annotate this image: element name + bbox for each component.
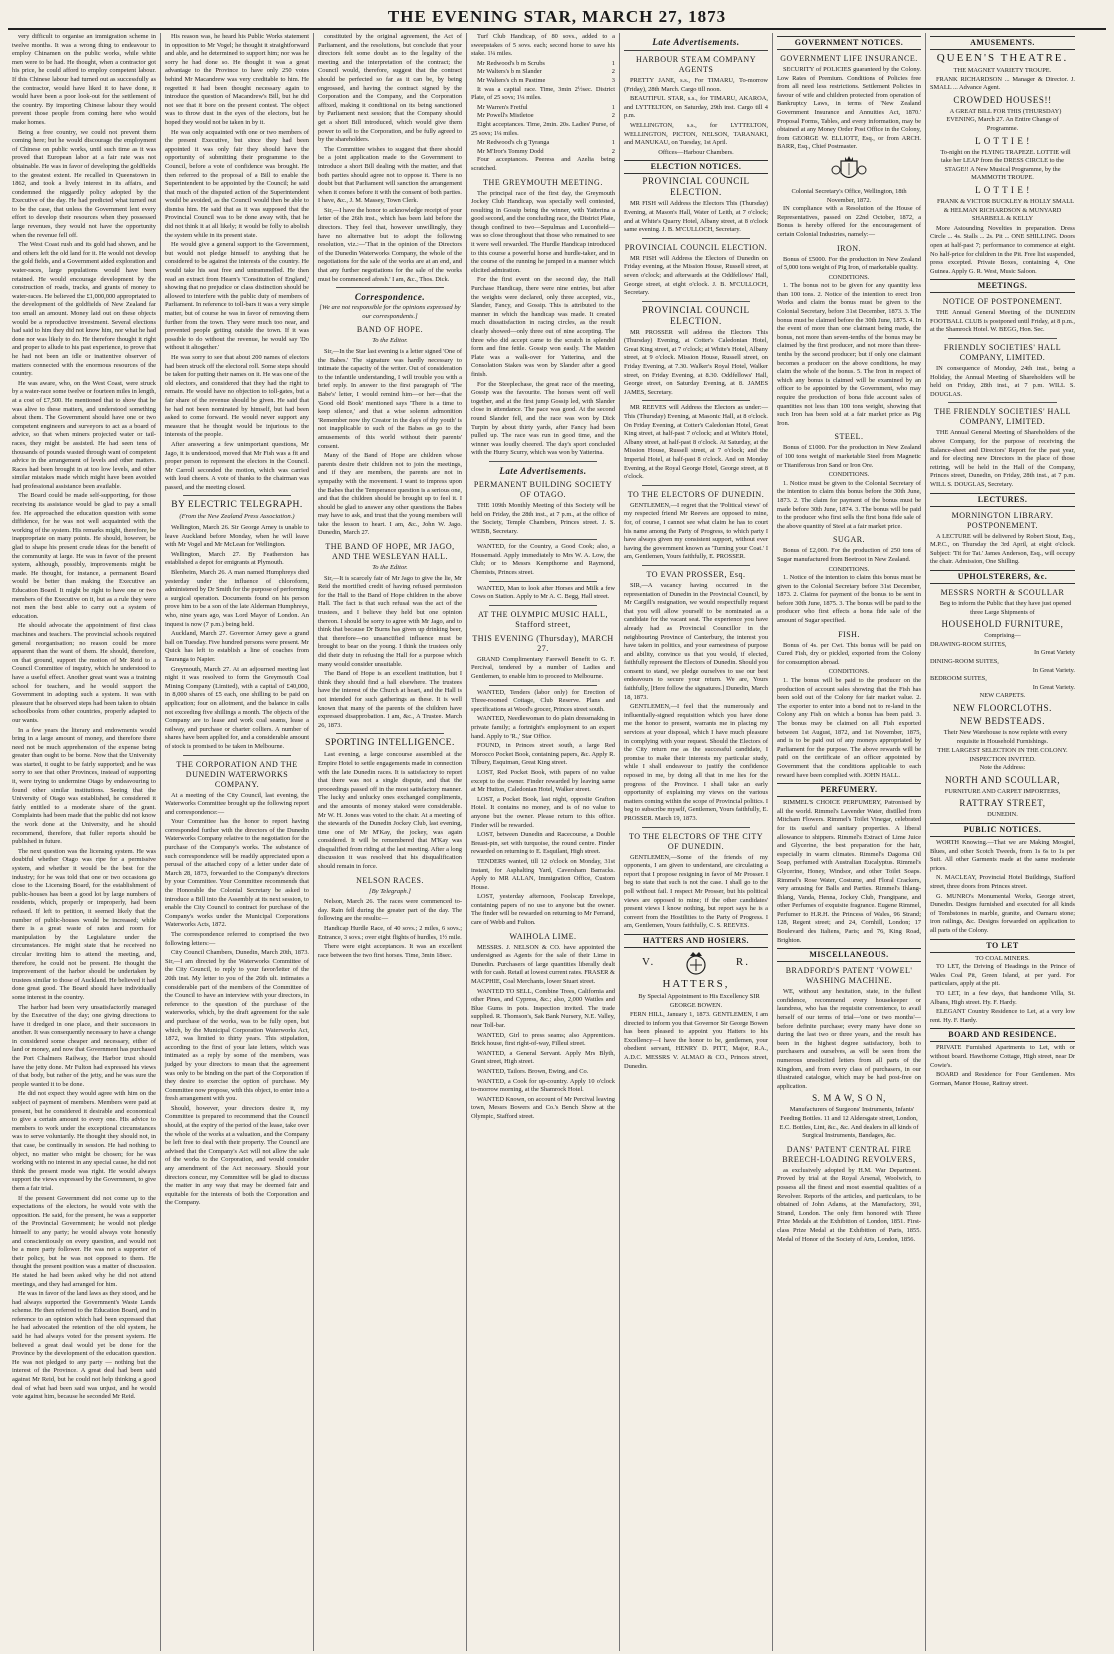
royal-cipher-v: V.: [642, 956, 656, 969]
article-paragraph: At a meeting of the City Council, last evening, the Waterworks Committee brought up the following report and correspondence:—: [165, 791, 309, 816]
ad-title: MESSRS NORTH & SCOULLAR: [940, 587, 1065, 597]
article-paragraph: His reason was, he heard his Public Works statement in opposition to Mr Vogel; he thought it straightforward and able, and he determined to support him; nor was he sorry he had done so. He thought it was a great advantage to the Province to have only 250 votes behind Mr Macandrew was very creditable to him. He regretted it had been thought necessary again to introduce the question of Macandrew's Bill, but he did not see that it bore on the present contest. The object was to throw dust in the eyes of the electors, but he hoped they would not be taken in by it.: [165, 33, 309, 126]
notice-paragraph: Bonus of £5000. For the production in New Zealand of 5,000 tons weight of Pig Iron, of marketable quality.: [777, 255, 921, 272]
ad-title: HATTERS,: [662, 977, 730, 990]
horse-name: Mr Powell's Mistletoe: [477, 112, 534, 120]
notice-paragraph: 1. The bonus not to be given for any quantity less than 100 tons. 2. Notice of the intention to erect Iron Works and claim the bonus must be given to the Colonial Secretary, before 31st December, 1873. 3. The bonus must be claimed before the 30th June, 1875. 4. In the event of more than one claimant being made, the bonus, not more than seven-tenths of the bonus may be claimed by the first producer, and not more than three-tenths by the second producer; but if only one claimant becomes a producer on the above conditions, he may claim the whole of the bonus. 5. The Iron in respect of which any bonus is claimed will be examined by an officer to be appointed by the Government, who may require the production of bona fide account sales of quantities not less than 100 tons weight, showing that such Iron has been sold at a fair market price as Pig Iron.: [777, 282, 921, 427]
notice-title: FISH.: [838, 629, 860, 639]
section-heading: SPORTING INTELLIGENCE.: [325, 738, 455, 749]
advertisement: GENTLEMEN,—I feel that the numerously and influentially-signed requisition which you have done me the honor to present, warrants me in placing my services at your disposal, which I have much pleasure in complying with your request. Should the Electors of the City return me as the successful candidate, I promise to make their interests my particular study, while I shall endeavour to justify the confidence reposed in me, by doing all that in me lies for the progress of the Province. I shall take an early opportunity of explaining my views on the various matters coming within the scope of Provincial politics. I beg to subscribe myself, Gentlemen, Yours faithfully, E. PROSSER. March 19, 1873.: [624, 703, 768, 822]
conditions-heading: CONDITIONS.: [828, 565, 870, 573]
horse-name: Mr M'Iror's Tommy Dodd: [477, 147, 544, 155]
advertisement: LOST, Red Pocket Book, with papers of no value except to the owner. Finder rewarded by leaving same at Mr Hutton, Caledonian Hotel, Walker street.: [471, 768, 615, 794]
advertisement: THE Annual General Meeting of the DUNEDIN FOOTBALL CLUB is postponed until Friday, at 8 p.m., at the Shamrock Hotel. W. BEGG, Hon. Sec.: [930, 309, 1075, 334]
advertisement: GENTLEMEN,—I regret that the 'Political views' of my respected friend Mr Reeves are opposed to mine, for, of course, I cannot see what claim he has to court his name among the Party of Progress, to which party I have always given my consistent support, without ever having the government known as 'Turning your Coat.' I am, Gentlemen, Yours faithfully, E. PROSSER.: [624, 501, 768, 561]
article-paragraph: Handicap Hurdle Race, of 40 sovs.; 2 miles, 6 sovs.; Entrance, 3 sovs.; over eight flights of hurdles, 1½ mile.: [318, 925, 462, 941]
ad-title: PERMANENT BUILDING SOCIETY OF OTAGO.: [473, 479, 613, 499]
article-paragraph: The Board could be made self-supporting, for those receiving its assistance would be glad to pay a small fee. He approached the education question with some diffidence, for he was not well acquainted with the working of the system. His remarks might, therefore, be inappropriate on many points. He should, however, be glad to shape his present crude ideas for the benefit of the community at large. He was in favor of the present system, although, possibly, improvements might be made. He thought, for instance, a permanent Board would be better than making the Executive an Education Board. It might be right to have one or two members of the Executive on it, but as a rule they were not men the best able to carry out a system of education.: [12, 492, 156, 620]
notice-title: IRON.: [836, 243, 862, 253]
ad-line: INSPECTION INVITED.: [969, 755, 1036, 763]
race-placing-row: [471, 104, 615, 113]
race-placing-row: [471, 60, 615, 69]
ad-title: PROVINCIAL COUNCIL ELECTION.: [642, 176, 750, 198]
advertisement: TO LET, in a few days, that handsome Villa, St. Albans, High street. Hy. F. Hardy.: [930, 989, 1075, 1006]
section-heading: MEETINGS.: [930, 279, 1075, 293]
advertisement: WANTED, Tailors. Brown, Ewing, and Co.: [477, 1067, 589, 1075]
ad-line: DINING-ROOM SUITES,: [930, 657, 999, 665]
notice-title: SUGAR.: [832, 535, 866, 545]
article-paragraph: He did not expect they would agree with him on the subject of payment of members. Members were paid at present, but he considered it desirable and economical to give a certain amount to every one. His advice to members to work under the exceptional circumstances was to serve voluntarily. He thought they should not, in that case, be continually in session. He had nothing to object, no matter who might be chosen; for he was working with no interest in any special cause, he did not think the present mode was right. He would always support the views expressed by the Government, to give them a fair trial.: [12, 1090, 156, 1192]
race-placing-row: [471, 148, 615, 157]
column-2: [161, 33, 314, 1651]
advertisement: RIMMEL'S CHOICE PERFUMERY, Patronised by all the world. Rimmel's Lavender Water, distilled from Mitcham Flowers. Rimmel's Toilet Vinegar, celebrated for its useful and sanitary properties. A liberal allowance to shippers. Rimmel's Extract of Lime Juice and Glycerine, the best preparation for the hair, especially in warm climates. Rimmel's Dagoma Oil Soap, perfumed with Australian Eucalyptus. Rimmel's Glycerine, Honey, Windsor, and other Toilet Soaps. Rimmel's Rose Water, Costume, and Floral Crackers, very amusing for Balls and Parties. Rimmel's Ihlang-Ihlang, Vanda, Henna, Jockey Club, Frangipane, and other Perfumes of exquisite fragrance. Eugene Rimmel, Perfumer to H.R.H. the Princess of Wales, 96 Strand; 128, Regent street; and 24, Cornhill, London; 17 Boulevard des Italiens, Paris; and 76, King Road, Brighton.: [777, 799, 921, 944]
advertisement: TENDERS wanted, till 12 o'clock on Monday, 31st instant, for Asphalting Yard, Caversham Barracks. Apply to MR ALLAN, Immigration Office, Custom House.: [471, 857, 615, 891]
article-paragraph: Should, however, your directors desire it, my Committee is prepared to recommend that the Council should, at the expiry of the period of the lease, take over the whole of the works at a valuation, and the Company be left free to deal with their property. The Council are advised that the Company's Act will not allow the sale of the works to the Corporation, and would consider any amendment of the Act necessary. Should your directors concur, my Committee will be glad to discuss the matter in any way that may be deemed fair and equitable for the interests of both the Corporation and the Company.: [165, 1104, 309, 1207]
ad-title: DANS' PATENT CENTRAL FIRE BREECH-LOADING REVOLVERS,: [782, 1144, 916, 1164]
letter-paragraph: Sir,—It is scarcely fair of Mr Jago to give the lie, Mr Reid the mortified credit of having refused permission for the Hall to the Band of Hope children in the above Hall. The fact is that such refusal was the act of the trustees, and I believe they held but one opinion thereon. I should be sorry to agree with Mr Jago, and to think that because Dr Burns has given up drinking beer, that therefore—no unsanctified influence must be brought to bear on the young. I think the trustees only did their duty in refusing the Hall for a purpose which many would consider unsuitable.: [318, 574, 462, 668]
columns: [8, 33, 1106, 1651]
advertisement: SECURITY of POLICIES guaranteed by the Colony. Low Rates of Premium. Conditions of Policies free from all need less restrictions. Settlement Policies in favour of wife and children protected from operation of Bankruptcy Laws, in terms of 'New Zealand Government Insurance and Annuities Act, 1870.' Proposal Forms, Tables, and every information, may be obtained at any Money Order Post Office in the Colony, from GEORGE W. ELLIOTT, Esq., or from ARCH. BARR, Esq., Chief Postmaster.: [777, 66, 921, 151]
subsection-subtitle: [By Telegraph.]: [369, 887, 411, 895]
ad-line: NEW BEDSTEADS.: [959, 715, 1046, 726]
article-paragraph: The principal race of the first day, the Greymouth Jockey Club Handicap, was specially well contested, resulting in Gossip being the winner, with Yatterina a good second, and the concluding race, the District Plate, though confined to two—Sepulmas and Luconfield—was so close throughout that those who remained to see it were well rewarded. The Hurdle Handicap introduced to this course a powerful horse and hurdle-taker, and in the course of the running he jumped in a manner which elicited admiration.: [471, 189, 615, 274]
advertisement: MR FISH will Address the Electors This (Thursday) Evening, at Mason's Hall, Water of Leith, at 7 o'clock; and at White's Quarry Hotel, Albany street, at 8 o'clock same evening. J. B. M'CULLOCH, Secretary.: [624, 200, 768, 234]
advertisement: A LECTURE will be delivered by Robert Stout, Esq., M.P.C., on Thursday the 3rd April, at eight o'clock. Subject: 'Tit for Tat.' James Anderson, Esq., will occupy the chair. Admission, One Shilling.: [930, 532, 1075, 566]
advertisement: MR REEVES will Address the Electors as under:— This (Thursday) Evening, at Masonic Hall, at 8 o'clock. On Friday Evening, at Cotter's Caledonian Hotel, Great King street, at half-past 7 o'clock; and at White's Hotel, Albany street, at half-past 8 o'clock. At Saturday, at the Mission House, Russell street, at 7 o'clock; and the Imperial Hotel, at half-past 8 o'clock. And on Monday Evening, at the Royal George Hotel, George street, at 8 o'clock.: [624, 404, 768, 481]
race-placings: [471, 60, 615, 86]
ad-title: WAIHOLA LIME.: [509, 931, 577, 941]
placing: 1: [611, 59, 615, 67]
ad-title: TO THE ELECTORS OF THE CITY OF DUNEDIN.: [628, 831, 764, 851]
ad-subtitle: THE MAGNET VARIETY TROUPE.: [953, 67, 1052, 74]
advertisement: WANTED, a General Servant. Apply Mrs Blyth, Grant street, High street.: [471, 1049, 615, 1066]
letter-paragraph: The Band of Hope is an excellent institution, but I think they should find a hall elsewhere. The trustees have the interest of the Church at heart, and the Hall is not intended for such gatherings as these. It is well known that many of the parents of the children have expressed disapprobation. I am, &c., A Trustee. March 26, 1873.: [318, 670, 462, 729]
section-heading: MISCELLANEOUS.: [777, 948, 921, 962]
article-paragraph: Being a free country, we could not prevent them coming here; but he would discourage the employment of Chinese on public works, until such time as it was proved that European labor at a fair rate was not obtainable. He was in favor of developing the goldfields to the greatest extent. He recalled in Queenstown in 1862, and took a lively interest in its affairs, and condemned the niggardly policy adopted by the Executive of the day. He had predicted what turned out to be the case, that unless the Government lent every effort to develop their resources when they possessed large revenues, they would not have the opportunity when the revenue fell off.: [12, 128, 156, 239]
coat-of-arms-icon: [829, 155, 869, 185]
advertisement: MESSRS. J. NELSON & CO. have appointed the undersigned as Agents for the sale of their Lime in Dunedin. Purchasers of large quantities liberally dealt with for cash. Retail at lowest current rates. FRASER & MACPHIE, Coal Merchants, lower Stuart street.: [471, 943, 615, 986]
late-ads-heading: Late Advertisements.: [499, 465, 587, 476]
notice-origin: Colonial Secretary's Office, Wellington, 18th November, 1872.: [791, 187, 907, 204]
editorial-note: [We are not responsible for the opinions expressed by our correspondents.]: [319, 304, 461, 320]
ad-title: GOVERNMENT LIFE INSURANCE.: [780, 54, 918, 63]
column-1: [8, 33, 161, 1651]
conditions-heading: CONDITIONS.: [828, 273, 870, 281]
advertisement: GRAND Complimentary Farewell Benefit to G. F. Percival, tendered by a number of Ladies and Gentlemen, to enable him to proceed to Melbourne.: [471, 655, 615, 681]
advertisement: N. MACLEAY, Provincial Hotel Buildings, Stafford street, three doors from Princes street.: [930, 874, 1075, 891]
ad-line: DUNEDIN.: [987, 811, 1018, 819]
race-result: Turf Club Handicap, of 80 sovs., added to a sweepstakes of 5 sovs. each; second horse to save his stake. 1¼ miles.: [471, 33, 615, 58]
notice-title: STEEL.: [834, 432, 864, 442]
ad-title: THE FRIENDLY SOCIETIES' HALL COMPANY, LIMITED.: [934, 407, 1071, 427]
advertisement: G. MUNRO's Monumental Works, George street, Dunedin. Designs furnished and executed for all kinds of Tombstones in marble, granite, and Oamaru stone; iron railings, &c. Designs forwarded on application to all parts of the Colony.: [930, 892, 1075, 934]
article-paragraph: Nelson, March 26. The races were commenced to-day. Rain fell during the greater part of the day. The following are the results:—: [318, 898, 462, 923]
article-paragraph: The correspondence referred to comprised the two following letters:—: [165, 931, 309, 947]
ad-line: Note the Address:: [979, 764, 1026, 772]
news-item: Blenheim, March 26. A man named Humphreys died yesterday under the influence of chloroform, administered by Dr Smith for the purpose of performing a surgical operation. Documents found on his person prove him to be a son of the late Alderman Humphreys, who, nine years ago, was Lord Mayor of London. An inquest is now (7 p.m.) being held.: [165, 569, 309, 628]
placing: 2: [611, 68, 615, 76]
advertisement: PRIVATE Furnished Apartments to Let, with or without board. Hawthorne Cottage, High street, near Dr Cowie's.: [930, 1044, 1075, 1069]
article-paragraph: He was in favor of the land laws as they stood, and he had always supported the Government's Waste Lands scheme. He then referred to the Education Board, and in reference to an opinion which had been expressed that he had advocated the retention of the old system, he said he had always voted for the present system. He believed a great deal would yet be done for the Province by the development of the education question. He was not pledged to any party — nothing but the interest of the Province. A great deal had been said against Mr Reid, but he could not help thinking a good deal of what had been said was unjust, and he would vote against him, because he seconded Mr Reid.: [12, 1290, 156, 1401]
ad-title: CROWDED HOUSES!!: [953, 94, 1052, 105]
section-heading: LECTURES.: [930, 493, 1075, 507]
race-result: It was a capital race. Time, 3min 2½sec. District Plate, of 25 sovs; 1¼ miles.: [471, 85, 615, 102]
ad-title: TO COAL MINERS.: [975, 954, 1030, 962]
notice-paragraph: 1. The bonus will be paid to the producer on the production of account sales showing that the Fish has been sold out of the Colony for fair market value. 2. The exporter to enter into a bond not to re-land in the Colony any Fish on which a bonus has been paid. 3. The bonus may be claimed on all Fish exported between 1st August, 1872, and 1st November, 1875, and is to be paid out of any moneys appropriated by Parliament for the purpose. The above rewards will be paid on the certificate of an officer appointed by Government that the conditions applicable to each reward have been complied with. JOHN HALL.: [777, 677, 921, 779]
section-heading: THE CORPORATION AND THE DUNEDIN WATERWORKS COMPANY.: [176, 759, 298, 789]
section-subheading: (From the New Zealand Press Association.): [179, 513, 295, 521]
ad-line: NEW FLOORCLOTHS.: [953, 702, 1052, 713]
advertisement: Beg to inform the Public that they have just opened three Large Shipments of: [939, 599, 1072, 616]
race-result: Eight acceptances. Time, 2min. 20s. Ladies' Purse, of 25 sovs; 1¼ miles.: [471, 120, 615, 137]
column-4: [467, 33, 620, 1651]
ad-line: In Great Variety.: [1032, 666, 1075, 674]
letter-title: BAND OF HOPE.: [356, 325, 424, 335]
advertisement: WANTED, Tenders (labor only) for Erection of Three-roomed Cottage, Club Reserve. Plans and specifications at Wood's grocer, Princes street south.: [471, 688, 615, 713]
article-paragraph: constituted by the original agreement, the Act of Parliament, and the resolutions, but conclude that your directors felt some doubt as to the legality of the meeting and the interpretation of the contract; the Council would, therefore, suggest that the contract should be perfected so far as it can be, by being engrossed, and having the contract signed by the Corporation and the Company, and the Corporation affixed, making it conditional on its being sanctioned by Parliament next session; that the Company should get a short Bill introduced, which would give them power to sell to the Corporation, and be fully agreed to by the shareholders.: [318, 33, 462, 144]
section-heading: HATTERS AND HOSIERS.: [624, 934, 768, 948]
horse-name: Mr Walters's b m Slander: [477, 68, 542, 76]
horse-name: Mr Walters's ch m Pastime: [477, 76, 546, 84]
placing: 2: [611, 112, 615, 120]
race-result: Four acceptances. Peeress and Azelia being scratched.: [471, 156, 615, 172]
notice-paragraph: Bonus of £2,000. For the production of 250 tons of Sugar manufactured from Beetroot in New Zealand.: [777, 547, 921, 563]
article-paragraph: The West Coast rush and its gold had shown, and he and others left the old land for it. He would not develop the gold fields, and a Government aided exploration and water-races, large populations would have been retained. He would encourage development by the construction of roads, tracks, and grants of money to water-races. He believed the £1,000,000 appropriated to the development of the goldfields of New Zealand far too small an amount. Money laid out on these objects would be a reproductive investment. Several elections had said to him they did not know him, nor what he had done nor was likely to do. He therefore thought it right and proper to allude to his past experience, to prove that he had not been an idle or inattentive observer of matters connected with the enormous resources of the country.: [12, 241, 156, 378]
ad-title: FRIENDLY SOCIETIES' HALL COMPANY, LIMITED.: [943, 343, 1062, 363]
ad-line: THE LARGEST SELECTION IN THE COLONY.: [937, 747, 1068, 755]
article-paragraph: Last evening, a large concourse assembled at the Empire Hotel to settle engagements made in connection with the late Dunedin races. It is satisfactory to report that there was not a single dispute, and that the proceedings passed off in the most satisfactory manner. The lucky and unlucky ones exchanged compliments, and the amounts of money staked were considerable. Mr W. H. Jones was voted to the chair. At a meeting of the stewards of the Dunedin Jockey Club, last evening, time one of Mr M'Kay, the jockey, was again considered. It will be remembered that M'Kay was disqualified from riding at the last meeting. After a long discussion it was resolved that his disqualification should remain in force.: [318, 751, 462, 871]
race-placing-row: [471, 112, 615, 121]
subsection-title: THE GREYMOUTH MEETING.: [483, 177, 603, 187]
advertisement: WORTH Knowing.—That we are Making Mosgiel, Blues, and other Scotch Tweeds, from 1s 6s to 1s per Suit. All other Garments made at the same moderate prices.: [930, 839, 1075, 872]
ad-title: MORNINGTON LIBRARY. POSTPONEMENT.: [951, 510, 1054, 530]
article-paragraph: The Committee wishes to suggest that there should be a joint application made to the Government to introduce a short Bill dealing with the matter, and that both parties should agree not to oppose it. There is no doubt but that Parliament will sanction the arrangement when it comes before it with the consent of both parties. I have, &c., J. M. Massey, Town Clerk.: [318, 145, 462, 205]
news-item: Auckland, March 27. Governor Arney gave a grand ball on Tuesday. Five hundred persons were present. Mr Quick has left to establish a line of coaches from Tauranga to Napier.: [165, 630, 309, 663]
advertisement: Manufacturers of Surgeons' Instruments, Infants' Feeding Bottles. 11 and 12 Aldersgate street, London, E.C. Bottles, Lint, &c., &c. And dealers in all kinds of Surgical Instruments, Bandages, &c.: [779, 1106, 919, 1140]
ad-title: PROVINCIAL COUNCIL ELECTION.: [624, 242, 768, 252]
notice-paragraph: IN compliance with a Resolution of the House of Representatives, passed on 22nd October, 1872, a Bonus is hereby offered for the encouragement of certain Colonial Industries, namely:—: [777, 205, 921, 238]
section-heading: PUBLIC NOTICES.: [930, 823, 1075, 837]
advertisement: as exclusively adopted by H.M. War Department. Proved by trial at the Royal Arsenal, Woolwich, to possess all the finest and most essential qualities of a Revolver. Reports of the articles, and particulars, to be obtained of John Adams, at the Manufactory, 391, Strand, London. The only firm honored with Three Prize Medals at the Exhibition of London, 1851. First-class Prize Medal at the Exhibition of Paris, 1855. Medal of Honor of the Society of Arts, London, 1856.: [777, 1166, 921, 1243]
advertisement: WANTED, a Cook for up-country. Apply 10 o'clock to-morrow morning, at the Shamrock Hotel.: [471, 1077, 615, 1094]
advertisement: THE Annual General Meeting of Shareholders of the above Company, for the purpose of receiving the Balance-sheet and Directors' Report for the past year, and for electing new Directors in the place of those retiring, will be held in the Hall of the Company, Princes street, Dunedin, on Friday, 28th inst., at 7 p.m. WILL S. DOUGLAS, Secretary.: [930, 429, 1075, 488]
ad-title: NOTICE OF POSTPONEMENT.: [942, 297, 1063, 307]
conditions-heading: CONDITIONS.: [828, 471, 870, 479]
advertisement: WANTED TO SELL, Combine Trees, California and other Pines, and Cypress, &c.; also, 2,000 Wattles and Blue Gums in pots. Inspection invited. The trade supplied. R. Thomson's, Sak Bank Nursery, N.E. Valley, near Toll-bar.: [471, 987, 615, 1029]
advertisement: BOARD and Residence for Four Gentlemen. Mrs Gorman, Manor House, Rattray street.: [930, 1071, 1075, 1087]
ad-line: In Great Variety: [1033, 649, 1075, 657]
ad-title: QUEEN'S THEATRE.: [936, 52, 1069, 64]
letter-paragraph: Sir,—In the Star last evening is a letter signed 'One of the Babes.' The signature was hardly necessary to intimate the capacity of the writer. Out of consideration to the infantile understanding, I will trouble you with a brief reply. In answer to the first paragraph of 'The Babe's' letter, I would remind him—or her—that the 'Good old Book' mentioned says 'There is a time to keep silence,' and that a wise solemn admonition 'Remember now thy Creator in the days of thy youth' is not inapplicable to such of the Babes as go to the amusements of this world without their parents' consent.: [318, 348, 462, 450]
ad-line: In Great Variety.: [1032, 683, 1075, 691]
correspondence-heading: Correspondence.: [354, 292, 426, 303]
advertisement: WE, without any hesitation, state, in the fullest confidence, recommend every housekeeper or laundress, who has the requisite convenience, to avail herself of our terms of trial—'one or two months'—before definite purchase; every many have done so during the last two or three years, and the result has been in the highest degree satisfactory, both to purchasers and ourselves, as will be seen from the numerous unsolicited letters from all parts of the Kingdom, and from every class of purchasers, in our illustrated catalogue, which may be had post-free on application.: [777, 988, 921, 1090]
advertisement: More Astounding Novelties in preparation. Dress Circle ... 4s. Stalls ... 2s. Pit ... ONE SHILLING. Doors open at half-past 7; performance to commence at eight. No half-price for children in the Pit. Free list suspended, press excepted. Private Boxes, containing 4, One Guinea. Apply G. R. West, Music Saloon.: [930, 224, 1075, 275]
advertisement: WANTED, Man to look after Horses and Milk a few Cows on Station. Apply to Mr A. C. Begg, Hall street.: [471, 584, 615, 601]
article-paragraph: The harbor had been very unsatisfactorily managed by the Executive of the day; one giving directions to have it dredged in one place, and their successors in another. It was consequently necessary to have a change in considered some cheaper and necessary, either of land or money, and now that Government has purchased the Port Chalmers Railway, the Harbor trust should have the jetty done. Mr Fulton had expressed his views of that body, but rather of the jetty, and he was sure the people wanted it to be done.: [12, 1003, 156, 1088]
ad-title: BRADFORD'S PATENT 'VOWEL' WASHING MACHINE.: [785, 966, 913, 986]
section-heading: TO LET: [930, 939, 1075, 953]
ad-title: L O T T I E !: [975, 184, 1030, 195]
article-paragraph: The next question was the licensing system. He was doubtful whether Otago was ripe for a permissive system, and whether it would be the best for the industry; for he was told that one or two occasions go close to the Licensing Board, for the establishment of public-houses has been a good lot by large numbers of residents, which, properly or improperly, had been refused. If left to petition, it seemed likely that the number of public-houses would be increased; while there is a great waste of rates and room for manipulation by the Legislature under the circumstances. He might state that he received no circular inviting him to attend the meeting, and, therefore, he could not be present. He thought the improvement of the harbor should be undertaken by trustees similar to those of Auckland. He believed it had done great good. The Board should have individually some interest in the country.: [12, 847, 156, 1001]
advertisement: LOST, yesterday afternoon, Foolscap Envelope, containing papers of no use to anyone but the owner. The finder will be rewarded on returning to Mr Ferrand, care of Webb and Fulton.: [471, 893, 615, 927]
section-heading: BY ELECTRIC TELEGRAPH.: [171, 500, 303, 511]
advertisement: FOUND, in Princes street south, a large Red Morocco Pocket Book, containing papers, &c. Apply R. Tilbury, Esquiman, Great King street.: [471, 742, 615, 767]
advertisement: LOST, between Dunedin and Racecourse, a Double Breast-pin, set with turquoise, the round centre. Finder rewarded on returning to E. Esquilant, High street.: [471, 831, 615, 856]
column-5: [620, 33, 773, 1651]
horse-name: Mr Redwood's b m Scrubs: [477, 59, 545, 67]
section-heading: UPHOLSTERERS, &c.: [930, 570, 1075, 584]
ad-line: RATTRAY STREET,: [959, 798, 1046, 809]
column-3: [314, 33, 467, 1651]
horse-name: Mr Redwood's ch g Tyranga: [477, 139, 550, 147]
advertisement: FRANK RICHARDSON ... Manager & Director. J. SMALL ... Advance Agent.: [930, 75, 1075, 92]
royal-crest-icon: [681, 950, 711, 976]
race-placing-row: [471, 139, 615, 148]
section-heading: PERFUMERY.: [777, 783, 921, 797]
advertisement: THE 109th Monthly Meeting of this Society will be held on Friday, the 28th inst., at 7 p.m., at the office of the Society, Temple Chambers, Princes street. J. S. WEBB, Secretary.: [471, 501, 615, 535]
article-paragraph: After answering a few unimportant questions, Mr Jago, it is understood, moved that Mr Fish was a fit and proper person to represent the electors in the Council. Mr Carroll seconded the motion, which was carried with loud cheers. A vote of thanks to the chairman was passed, and the meeting closed.: [165, 440, 309, 491]
ad-title: L O T T I E !: [975, 135, 1030, 146]
ad-title: PROVINCIAL COUNCIL ELECTION.: [642, 304, 750, 326]
section-heading: ELECTION NOTICES.: [624, 160, 768, 174]
advertisement: GENTLEMEN,—Some of the friends of my opponents, I am given to understand, are circulating a report that I propose resigning in favor of Mr Prosser. I beg to state that such is not the case. I shall go to the poll without fail. I respect Mr Prosser, but his political views are opposed to mine; if the other candidates' present views I know nothing, but report says he is a convert from the Hostilities to the Party of Progress. I am, Gentlemen, Yours faithfully, C. S. REEVES.: [624, 853, 768, 930]
advertisement: MR FISH will Address the Electors of Dunedin on Friday evening, at the Mission House, Russell street, at seven o'clock; and afterwards at the Oddfellows' Hall, George street, at eight o'clock. J. B. M'CULLOCH, Secretary.: [624, 254, 768, 297]
ad-line: DRAWING-ROOM SUITES,: [930, 640, 1007, 648]
advertisement: FERN HILL, January 1, 1873. GENTLEMEN, I am directed to inform you that Governor Sir George Bowen has been pleased to appoint you Hatters to his Excellency—I have the honor to be, gentlemen, your obedient servant, HENRY D. PITT, Major, R.A., A.D.C. MESSRS V. ALMAO & CO., Princes street, Dunedin.: [624, 1011, 768, 1070]
news-item: Greymouth, March 27. At an adjourned meeting last night it was resolved to form the Greymouth Coal Mining Company (Limited), with a capital of £40,000, in 8,000 shares of £5 each, one shilling to be paid on application; four on allotment, and the balance in calls not exceeding five shillings a month. The objects of the Company are to lease and work coal seams, lease a railway, and purchase or charter colliers. A number of shares have been applied for, and a considerable amount of stock is promised to be taken in Melbourne.: [165, 665, 310, 750]
ad-title: HOUSEHOLD FURNITURE,: [941, 619, 1064, 630]
ad-title: THIS EVENING (Thursday), MARCH 27.: [472, 633, 614, 653]
article-paragraph: very difficult to organise an immigration scheme in twelve months. It was a wrong thing to endeavour to employ Chinamen on the public works, while white men were to be had. He thought, when a contractor got his price, he could afford to employ competent labour. If this Chinese labour had turned out as successfully as the contractor, would have liked it to have done, it would have been a poor look-out for the settlement of the country. By importing Chinese labour they would prevent those people from coming here who would make homes.: [12, 33, 156, 126]
race-placing-row: [471, 68, 615, 77]
horse-name: Mr Warren's Fretful: [477, 103, 528, 111]
letter-title: THE BAND OF HOPE, MR JAGO, AND THE WESLEYAN HALL.: [325, 542, 455, 562]
royal-cipher-r: R.: [735, 956, 750, 969]
article-paragraph: For the first event on the second day, the Hall Purchase Handicap, there were nine entries, but after the weights were declared, only three accepted, viz., Slander, Fancy, and Gossip. This is attributed to the manner in which the handicap was made. It created much dissatisfaction in racing circles, as the result clearly showed—only three out of nine accepting. The three who did accept came to the scratch in splendid form and fine fettle. Gossip won easily. The Maiden Plate was a walk-over for Yatterina, and the Consolation Stakes was won by Slander after a good finish.: [471, 276, 615, 378]
advertisement: WANTED, for the Country, a Good Cook; also, a Housemaid. Apply immediately to Mrs W. A. Low, the Club; or to Messrs Kempthorne and Raymond, Chemists, Princes street.: [471, 543, 615, 577]
notice-paragraph: Bonus of 4s. per Cwt. This bonus will be paid on Cured Fish, dry or pickled, exported from the Colony for consumption abroad.: [777, 641, 921, 666]
royal-arms: [624, 950, 768, 976]
colonial-crest-container: [777, 155, 921, 185]
advertisement: IN consequence of Monday, 24th inst., being a Holiday, the Annual Meeting of Shareholders will be held on Friday, 28th inst., at 7 p.m. WILL S. DOUGLAS.: [930, 365, 1075, 398]
article-paragraph: Your Committee has the honor to report having corresponded further with the directors of the Dunedin Waterworks Company relative to the negotiation for the purchase of the Company's works. The substance of such correspondence will be readily appreciated upon a perusal of the attached copy of a letter under date of March 28, 1873, forwarded to the Company's directors by your Committee. Your Committee recommends that the Honorable the Colonial Secretary be asked to introduce a Bill into the Assembly at its next session, to enable the City Council to contract for purchase of the Company's works under the Municipal Corporations Waterworks Acts, 1872.: [165, 818, 309, 929]
placing: 1: [611, 139, 615, 147]
conditions-heading: CONDITIONS.: [828, 668, 870, 676]
ad-footer: Offices—Harbour Chambers.: [658, 148, 734, 156]
letter-subtitle: To the Editor.: [372, 564, 408, 572]
advertisement: To-night on the FLYING TRAPEZE. LOTTIE will take her LEAP from the DRESS CIRCLE to the STAGE!! A New Musical Programme, by the MAMMOTH TROUPE.: [940, 148, 1071, 182]
subsection-title: NELSON RACES.: [356, 875, 424, 885]
section-heading: GOVERNMENT NOTICES.: [777, 36, 921, 50]
notice-paragraph: Bonus of £1000. For the production in New Zealand of 100 tons weight of marketable Steel from Magnetic or Titaniferous Iron Sand or Iron Ore.: [777, 444, 921, 469]
letter-paragraph: Many of the Band of Hope are children whose parents desire their children not to join the meetings, and if they are members, the parents are not in sympathy with the movement. I want to impress upon the Babes that the Temperance question is a serious one, and that the children should be brought up to feel it. I should be glad to answer any other questions the Babes may have to ask, and trust that the young members will take the lesson to heart. I am, &c., John W. Jago. Dunedin, March 27.: [318, 452, 462, 537]
ad-line: NEW CARPETS.: [979, 692, 1026, 700]
article-paragraph: If the present Government did not come up to the expectations of the electors, he would vote with the opposition. He said, for the present, he was a supporter of the Provincial Government; he would not pledge himself to any party; he would always vote honestly and conscientiously on every question, and would not be a mere party follower. He was not a supporter of their policy, but he was not opposed to them. He thought the present position was a matter of discussion. He stated he had been asked why he did not attend meetings, and they had arranged for him.: [12, 1194, 156, 1288]
article-paragraph: For the Steeplechase, the great race of the meeting, Gossip was the favourite. The horses went off well together, and at the first jump Gossip led, with Slander close in attendance. The pace was good. At the second round Slander fell, and the race was won by Dick Turpin by about thirty yards, after Fancy had been pulled up. The race was run in good time, and the winner was loudly cheered. The day's sport concluded with the Hurry Scurry, which was won by Yatterina.: [471, 380, 615, 457]
letter-subtitle: To the Editor.: [372, 337, 408, 345]
advertisement: By Special Appointment to His Excellency SIR GEORGE BOWEN.: [638, 992, 760, 1009]
advertisement: LOST, a Pocket Book, last night, opposite Grafton Hotel. It contains no money, and is of no value to anyone but the owner. Please return to this office. Finder will be rewarded.: [471, 795, 615, 829]
advertisement: ELEGANT Country Residence to Let, at a very low rent. Hy. F. Hardy.: [930, 1008, 1075, 1024]
article-paragraph: Sir,—I have the honor to acknowledge receipt of your letter of the 26th inst., which has been laid before the directors. They feel that, however unwillingly, they have no alternative but to adopt the following resolution, viz.:—'That in the opinion of the Directors of the Dunedin Waterworks Company, the whole of the negotiations for the sale of the works are at an end, and that any further negotiations for the sale of the works must be commenced afresh.' I am, &c., Thos. Dick.: [318, 206, 462, 283]
race-placings: [471, 104, 615, 121]
ad-title: S. M A W, S O N,: [812, 1093, 886, 1104]
column-6: [773, 33, 926, 1651]
advertisement: SIR,—A vacancy having occurred in the representation of Dunedin in the Provincial Council, by Mr Cargill's resignation, we would respectfully request that you will allow yourself to be nominated as a candidate for the vacant seat. The experience you have already had as Provincial Councillor in the neighbouring Province of Canterbury, the interest you have taken in politics, and your earnestness of purpose and ability, convince us that you would, if elected, faithfully represent the Electors of Dunedin. Should you consent to stand, we pledge ourselves to use our best endeavours to secure your return. We are, Yours faithfully, [Here follow the signatures.] Dunedin, March 18, 1873.: [624, 581, 768, 701]
article-paragraph: He should advocate the appointment of first class machines and teachers. The provincial schools required general reorganisation; no reason could be more apparent than the want of them. He should, therefore, on that ground, support the motion of Mr Reid to a Council Committee of inquiry, which he understood to have a useful effect. Another great want was a training school for teachers, and he would support the Government in adopting such a system. It was with pleasure that he observed steps had been taken to obtain schoolbooks from other countries, properly adapted to our wants.: [12, 622, 156, 724]
advertisement: WANTED, Girl to press seams; also Apprentices. Brick house, first right-of-way, Filleul street.: [471, 1031, 615, 1048]
late-ads-heading: Late Advertisements.: [652, 37, 740, 47]
advertisement: TO LET, the Driving of Headings in the Prince of Wales Coal Pit, Green Island, at per yard. For particulars, apply at the pit.: [930, 963, 1075, 988]
ad-title: TO EVAN PROSSER, Esq.: [646, 569, 746, 579]
article-paragraph: He would give a general support to the Government, but would not pledge himself to anything that he considered to be against the interests of the country. He would take his seat free and untrammelled. He then read an extract from Hearn's 'Constitution of England,' showing that no prejudice or class distinction should be allowed to interfere with the public duty of members of Parliament. In reference to toll-bars it was a very simple matter, but of course he was in favor of removing them further from the town. They were much too near, and prevented people getting outside the town. If it was possible to do without the revenue, he would say 'Do without it altogether.': [165, 241, 309, 352]
article-paragraph: There were eight acceptances. It was an excellent race between the two first horses. Time, 3min 18sec.: [318, 943, 462, 959]
race-placing-row: [471, 77, 615, 86]
section-heading: BOARD AND RESIDENCE.: [930, 1028, 1075, 1042]
article-paragraph: He was aware, who, on the West Coast, were struck by a water-race some twelve or fourteen miles in length, at a cost of £7,500. He mentioned that to show that he was alive to these matters, and understood something about them. The Government should have one or two competent engineers and surveyors to act as a board of advice, so that when miners projected water or tail-races, they might be assisted. He had seen tens of thousands of pounds wasted through want of competent advice in the arrangement of levels and other matters. Races had been brought in at too low levels, and other similar mistakes made which might have been avoided had professional assistance been available.: [12, 379, 156, 490]
news-item: Wellington, March 27. By Featherston has established a depot for emigrants at Plymouth.: [165, 550, 309, 567]
race-placings: [471, 139, 615, 156]
article-paragraph: He was sorry to see that about 200 names of electors had been struck off the electoral roll. Some steps should be taken for putting their names on it. He was one of the old electors, and considered that they had the right to remain. He would have no objection to toll-gates, but a fair share of the revenue should be given. He said that he had not been nominated by himself, but had been asked to come forward. He would never support any measure that he thought would be injurious to the interests of the people.: [165, 353, 309, 439]
ad-line: FURNITURE AND CARPET IMPORTERS,: [944, 787, 1061, 795]
advertisement: WANTED, Needlewoman to do plain dressmaking in private family; a fortnight's employment to an expert hand. Apply to 'R.,' Star Office.: [471, 715, 615, 740]
article-paragraph: In a few years the literary and endowments would bring in a large amount of money, and therefore there need not be much apprehension of the expense being greater than ought to be borne. Now that the University was started, it ought to be fairly supported; and he was sorry to see that other Provinces, instead of supporting it, were trying to undermine Otago by endeavouring to found other similar institutions. Seeing that the University of Otago was established, he considered it fairly entitled to a moderate share of the grant. Complaints had been made that the public did not know the work done at the University, and he should recommend, therefore, that fuller reports should be published in future.: [12, 726, 156, 846]
ad-title: HARBOUR STEAM COMPANY AGENTS: [635, 55, 756, 74]
column-7: [926, 33, 1079, 1651]
ad-line: Comprising—: [984, 632, 1021, 640]
ad-title: AT THE OLYMPIC MUSIC HALL, Stafford street,: [478, 609, 608, 629]
article-paragraph: City Council Chambers, Dunedin, March 20th, 1873. Sir,—I am directed by the Waterworks Committee of the City Council, to reply to your favor/letter of the 20th inst. My letter to you of the 26th ult. intimates a considerable part of the members of the Committee of the Council to have an interview with your directors, in reference to the question of the purchase of the waterworks, which, by the draft agreement for the sale and purchase of the works, was to be fully open, but which, by the Municipal Corporation Waterworks Act, 1872, was limited to thirty years. This stipulation, according to the first of your late letters, which was intimated as a reply by some of the members, was judged by your directors to mean that the agreement was only to be binding on the part of the Corporation if they desire to exercise the option of purchase. My Committee now propose, with this object, to enter into a fresh arrangement with you.: [165, 949, 309, 1103]
article-paragraph: He was only acquainted with one or two members of the present Executive, but since they had been appointed it was only fair they should have the opportunity of submitting their programme to the Council, before a vote of confidence was brought. He then referred to the proposal of a Bill to enable the Superintendent to be appointed by the Council; he said that much of the disputed action of the Superintendent would be avoided, as the Council would then be able to dismiss him. He said that as it was supposed that the Provincial Council was to be done away with, that he did not think it at all likely; it would be folly to abolish the system while in its present state.: [165, 128, 309, 239]
advertisement: WANTED Known, on account of Mr Percival leaving town, Messrs Bowers and Co.'s Bench Show at the Olympic, Stafford street.: [471, 1095, 615, 1120]
section-heading: AMUSEMENTS.: [930, 36, 1075, 50]
masthead: THE EVENING STAR, MARCH 27, 1873: [8, 6, 1106, 30]
ad-line: BEDROOM SUITES,: [930, 675, 987, 683]
notice-paragraph: 1. Notice of the intention to claim this bonus must be given to the Colonial Secretary before 31st December, 1873. 2. Claims for payment of the bonus to be sent in before 30th June, 1875. 3. The bonus will be paid to the producer who first effects a bona fide sale of the amount of Sugar specified.: [777, 574, 921, 625]
performer-list: FRANK & VICTOR BUCKLEY & HOLLY SMALL & HELMAN RICHARDSON & MUNYARD SHARBELL & KELLY: [936, 197, 1075, 223]
notice-paragraph: 1. Notice must be given to the Colonial Secretary of the intention to claim this bonus before the 30th June, 1873. 2. The claim for payment of the bonus must be made before 30th June, 1874. 3. The bonus will be paid to the producer who first sells the first bona fide sale of the above quantity of Steel at a fair market price.: [777, 479, 921, 530]
advertisement: Their New Warehouse is now replete with every requisite in Household Furnishings.: [943, 728, 1068, 745]
placing: 1: [611, 103, 615, 111]
advertisement: BEAUTIFUL STAR, s.s., for TIMARU, AKAROA, and LYTTELTON, on Saturday, 29th inst. Cargo till 4 p.m.: [624, 95, 768, 120]
placing: 2: [611, 147, 615, 155]
advertisement: A GREAT BILL FOR THIS (THURSDAY) EVENING, March 27. An Entire Change of Programme.: [946, 107, 1062, 132]
ad-title: TO THE ELECTORS OF DUNEDIN.: [627, 489, 765, 499]
ad-line: NORTH AND SCOULLAR,: [944, 774, 1061, 785]
advertisement: PRETTY JANE, s.s., For TIMARU, To-morrow (Friday), 28th March. Cargo till noon.: [624, 77, 768, 93]
news-item: Wellington, March 26. Sir George Arney is unable to leave Auckland before Monday, when he will leave with Mr Vogel and Mr McLean for Wellington.: [165, 524, 309, 549]
placing: 3: [611, 76, 615, 84]
advertisement: WELLINGTON, s.s., for LYTTELTON, WELLINGTON, PICTON, NELSON, TARANAKI, and MANUKAU, on Tuesday, 1st April.: [624, 121, 768, 147]
advertisement: MR PROSSER will address the Electors This (Thursday) Evening, at Cotter's Caledonian Hotel, Great King street, at 7 o'clock; at White's Hotel, Albany street, at 9 o'clock. Mission House, Russell street, on Friday Evening, at 7.30. Walker's Royal Hotel, Walker street, on Friday Evening, at 8.30. Oddfellows' Hall, George street, on Saturday Evening, at 8. JAMES JAMES, Secretary.: [624, 328, 768, 396]
